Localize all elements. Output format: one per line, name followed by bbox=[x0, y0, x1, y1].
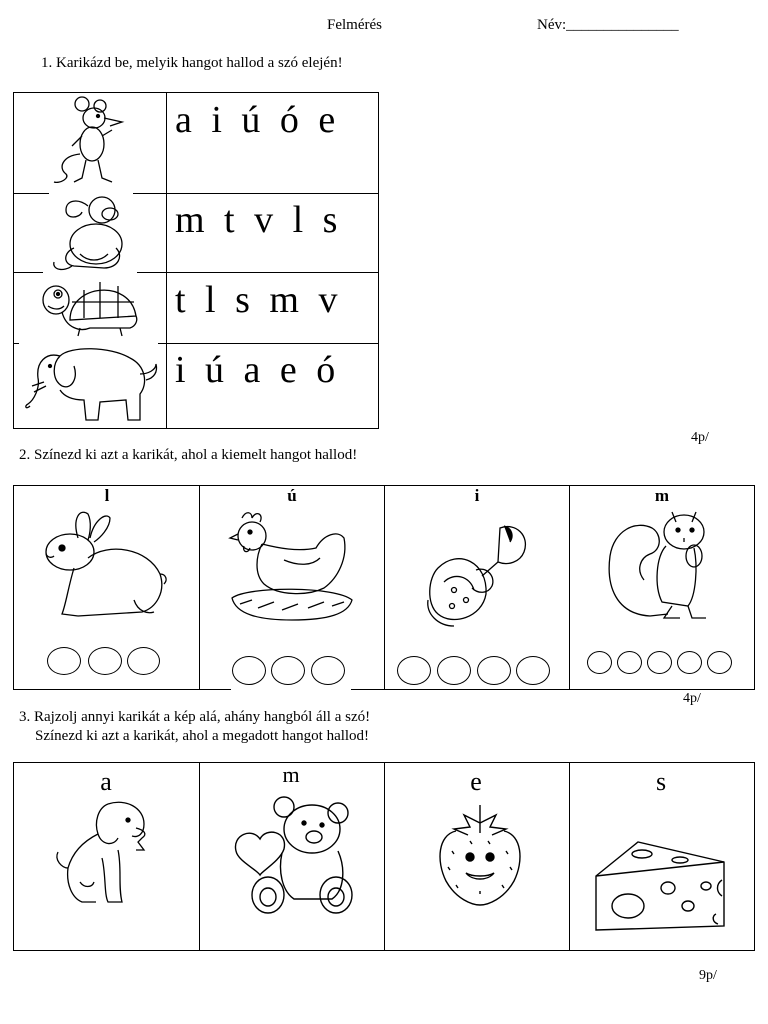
task2-points: 4p/ bbox=[683, 691, 701, 706]
turtle-icon bbox=[40, 272, 140, 344]
task3-instruction-line1: 3. Rajzolj annyi karikát a kép alá, ahány hangból áll a szó! bbox=[19, 709, 371, 725]
answer-circle[interactable] bbox=[47, 647, 81, 675]
cell-divider bbox=[569, 762, 570, 951]
highlighted-letter-m: m bbox=[654, 486, 670, 505]
cell-divider bbox=[569, 485, 570, 689]
cell-divider bbox=[199, 762, 200, 951]
table-border-right bbox=[754, 485, 755, 689]
target-letter-s: s bbox=[655, 767, 667, 796]
table-border-bottom bbox=[13, 689, 231, 690]
hen-icon bbox=[228, 508, 356, 630]
cell-divider bbox=[384, 762, 385, 951]
cheese-icon bbox=[594, 836, 726, 932]
highlighted-letter-i: i bbox=[474, 486, 480, 505]
row-divider bbox=[13, 343, 19, 344]
cell-divider bbox=[199, 485, 200, 689]
task1-divider bbox=[166, 92, 167, 429]
teddy-bear-icon bbox=[232, 795, 354, 917]
pacifier-icon bbox=[424, 518, 536, 630]
task3-instruction-line2: Színezd ki azt a karikát, ahol a megadott hangot hallod! bbox=[35, 728, 370, 744]
answer-circle[interactable] bbox=[477, 656, 511, 685]
dog-icon bbox=[52, 798, 162, 906]
task2-instruction: 2. Színezd ki azt a karikát, ahol a kiemelt hangot hallod! bbox=[19, 447, 358, 463]
strawberry-icon bbox=[436, 801, 524, 909]
letter-choices-row1[interactable]: a i ú ó e bbox=[175, 99, 338, 141]
mouse-icon bbox=[52, 96, 132, 191]
letter-choices-row3[interactable]: t l s m v bbox=[175, 279, 340, 321]
squirrel-icon bbox=[606, 506, 716, 626]
row-divider bbox=[13, 272, 43, 273]
task1-points: 4p/ bbox=[691, 430, 709, 445]
answer-circle[interactable] bbox=[271, 656, 305, 685]
answer-circle[interactable] bbox=[707, 651, 732, 674]
answer-circle[interactable] bbox=[647, 651, 672, 674]
table-border-bottom bbox=[351, 689, 755, 690]
target-letter-e: e bbox=[470, 767, 482, 796]
page-title: Felmérés bbox=[327, 17, 382, 33]
table-border-left bbox=[13, 485, 14, 689]
answer-circle[interactable] bbox=[127, 647, 160, 675]
answer-circle[interactable] bbox=[516, 656, 550, 685]
task1-instruction: 1. Karikázd be, melyik hangot hallod a szó elején! bbox=[41, 55, 343, 71]
answer-circle[interactable] bbox=[677, 651, 702, 674]
elephant-icon bbox=[20, 344, 158, 424]
cell-divider bbox=[384, 485, 385, 689]
target-letter-m: m bbox=[282, 762, 300, 787]
answer-circle[interactable] bbox=[232, 656, 266, 685]
answer-circle[interactable] bbox=[88, 647, 122, 675]
letter-choices-row4[interactable]: i ú a e ó bbox=[175, 349, 338, 391]
row-divider bbox=[158, 343, 379, 344]
highlighted-letter-u: ú bbox=[287, 486, 297, 505]
name-field-label: Név:_______________ bbox=[537, 17, 679, 33]
rabbit-icon bbox=[38, 508, 168, 626]
monkey-icon bbox=[44, 192, 136, 274]
answer-circle[interactable] bbox=[437, 656, 471, 685]
answer-circle[interactable] bbox=[587, 651, 612, 674]
answer-circle[interactable] bbox=[617, 651, 642, 674]
target-letter-a: a bbox=[100, 767, 112, 796]
highlighted-letter-l: l bbox=[104, 486, 110, 505]
letter-choices-row2[interactable]: m t v l s bbox=[175, 199, 340, 241]
row-divider bbox=[137, 272, 379, 273]
row-divider bbox=[133, 193, 379, 194]
task3-points: 9p/ bbox=[699, 968, 717, 983]
answer-circle[interactable] bbox=[311, 656, 345, 685]
answer-circle[interactable] bbox=[397, 656, 431, 685]
